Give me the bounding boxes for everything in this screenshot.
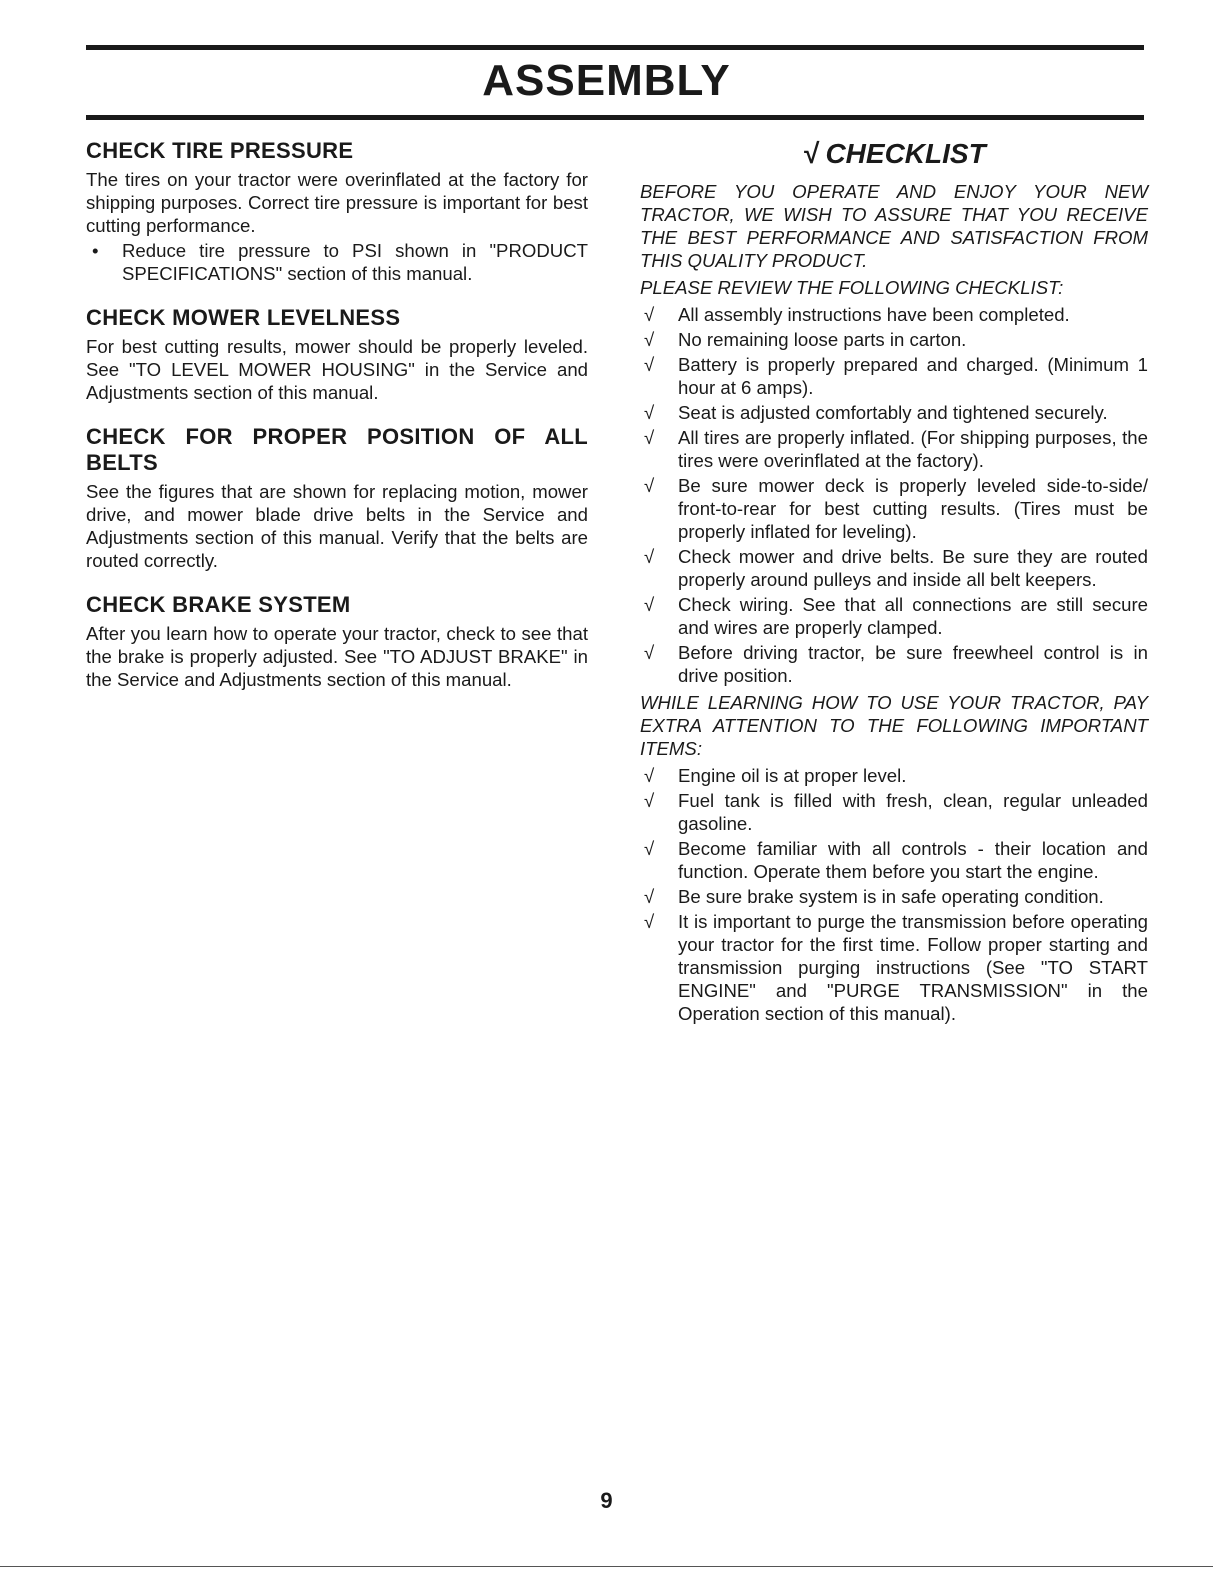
title-rule [86,115,1144,120]
check-mark-icon: √ [644,790,655,811]
checklist-item [640,353,1148,399]
checklist-item-text: Become familiar with all controls - their location and function. Operate them before you start the engine. [678,838,1148,882]
important-items [640,764,1148,1025]
bullet-text: Reduce tire pressure to PSI shown in "PRODUCT SPECIFICATIONS" section of this manual. [122,240,588,284]
check-mark-icon: √ [644,911,655,932]
checklist-item [640,426,1148,472]
checklist-item [640,545,1148,591]
bullet-mark: • [92,240,99,261]
text-brake: After you learn how to operate your tractor, check to see that the brake is properly adjusted. See "TO ADJUST BRAKE" in the Service and Adjustments section of this manual. [86,623,588,690]
checklist-item [640,885,1148,908]
checklist-item-text: Check wiring. See that all connections are still secure and wires are properly clamped. [678,594,1148,638]
right-column [640,138,1148,1029]
section-belts [86,424,588,572]
check-mark-icon: √ [644,838,655,859]
check-mark-icon: √ [644,546,655,567]
checklist-item-text: It is important to purge the transmission before operating your tractor for the first time. Follow proper starting and transmission purging instructions (See "TO START ENGINE" and "PURGE TRANSMISSION" in the Operation section of this manual). [678,911,1148,1024]
check-mark-icon: √ [644,402,655,423]
checklist-item-text: Fuel tank is filled with fresh, clean, regular unleaded gasoline. [678,790,1148,834]
checklist-item [640,789,1148,835]
check-mark-icon: √ [644,475,655,496]
checklist-items [640,303,1148,687]
checklist-intro: BEFORE YOU OPERATE AND ENJOY YOUR NEW TRACTOR, WE WISH TO ASSURE THAT YOU RECEIVE THE BEST PERFORMANCE AND SATISFACTION FROM THIS QUALITY PRODUCT. [640,181,1148,271]
checklist-item [640,401,1148,424]
check-mark-icon: √ [644,304,655,325]
section-mower-levelness [86,305,588,404]
check-mark-icon: √ [644,427,655,448]
checklist-item-text: Seat is adjusted comfortably and tightened securely. [678,402,1108,423]
page-title: ASSEMBLY [482,56,731,105]
heading-brake: CHECK BRAKE SYSTEM [86,592,351,617]
text-tire-pressure: The tires on your tractor were overinflated at the factory for shipping purposes. Correct tire pressure is important for best cutting performance. [86,169,588,236]
check-mark-icon: √ [644,329,655,350]
heading-tire-pressure: CHECK TIRE PRESSURE [86,138,354,163]
top-rule [86,45,1144,50]
page-number: 9 [600,1488,613,1513]
check-mark-icon: √ [644,594,655,615]
checklist-item [640,837,1148,883]
footer-rule [0,1566,1213,1567]
checklist-item-text: Battery is properly prepared and charged. (Minimum 1 hour at 6 amps). [678,354,1148,398]
checklist-item-text: No remaining loose parts in carton. [678,329,967,350]
checklist-item [640,641,1148,687]
left-column [86,138,588,711]
section-brake [86,592,588,691]
checklist-item [640,303,1148,326]
checklist-review: PLEASE REVIEW THE FOLLOWING CHECKLIST: [640,277,1064,298]
check-mark-icon: √ [644,886,655,907]
checklist-item-text: Be sure mower deck is properly leveled side-to-side/ front-to-rear for best cutting results. (Tires must be properly inflated for leveling). [678,475,1148,542]
check-mark-icon: √ [644,354,655,375]
checklist-item [640,764,1148,787]
heading-mower-levelness: CHECK MOWER LEVELNESS [86,305,401,330]
text-mower-levelness: For best cutting results, mower should be properly leveled. See "TO LEVEL MOWER HOUSING" in the Service and Adjustments section of this manual. [86,336,588,403]
checklist-item-text: Engine oil is at proper level. [678,765,907,786]
checklist-item-text: Before driving tractor, be sure freewheel control is in drive position. [678,642,1148,686]
section-tire-pressure [86,138,588,285]
checklist-item [640,474,1148,543]
check-mark-icon: √ [644,765,655,786]
bullet-tire-pressure [86,239,588,285]
checklist-item [640,593,1148,639]
checklist-item-text: Be sure brake system is in safe operating condition. [678,886,1104,907]
heading-belts: CHECK FOR PROPER POSITION OF ALL BELTS [86,424,588,475]
checklist-item-text: All assembly instructions have been completed. [678,304,1070,325]
checklist-item [640,910,1148,1025]
check-mark-icon: √ [644,642,655,663]
checklist-while: WHILE LEARNING HOW TO USE YOUR TRACTOR, PAY EXTRA ATTENTION TO THE FOLLOWING IMPORTANT ITEMS: [640,692,1148,759]
checklist-item-text: All tires are properly inflated. (For shipping purposes, the tires were overinflated at the factory). [678,427,1148,471]
text-belts: See the figures that are shown for replacing motion, mower drive, and mower blade drive belts in the Service and Adjustments section of this manual. Verify that the belts are routed correctly. [86,481,588,571]
checklist-heading: √ CHECKLIST [802,138,986,169]
checklist-item-text: Check mower and drive belts. Be sure they are routed properly around pulleys and inside all belt keepers. [678,546,1148,590]
checklist-item [640,328,1148,351]
